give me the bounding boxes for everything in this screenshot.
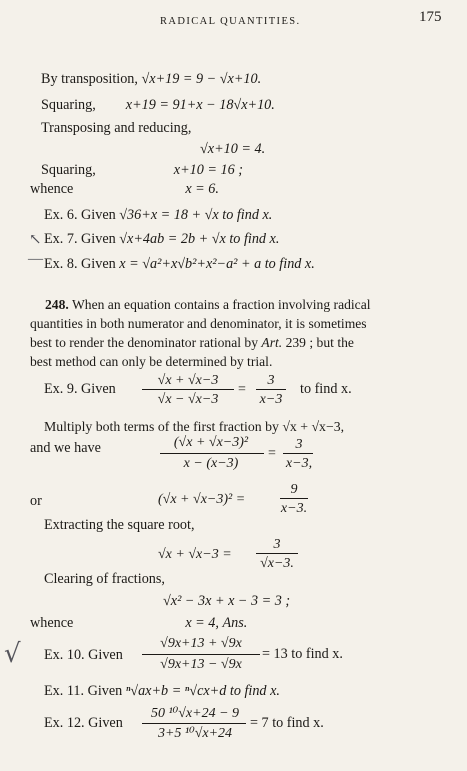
exercise-6: Ex. 6. Given √36+x = 18 + √x to find x. xyxy=(44,207,273,223)
extract-rhs-denominator: √x−3. xyxy=(260,556,294,571)
whence-2: whence x = 4, Ans. xyxy=(30,615,248,631)
extracting-line: Extracting the square root, xyxy=(44,517,195,533)
ex12-numerator: 50 ¹⁰√x+24 − 9 xyxy=(150,706,240,721)
ex12-rhs: = 7 to find x. xyxy=(250,715,324,731)
or-lhs: (√x + √x−3)² = xyxy=(158,492,246,507)
exercise-7: Ex. 7. Given √x+4ab = 2b + √x to find x. xyxy=(44,231,280,247)
exercise-8: Ex. 8. Given x = √a²+x√b²+x²−a² + a to find x. xyxy=(44,256,315,272)
multiply-fraction-bar xyxy=(160,453,264,454)
ex12-lead: Ex. 12. Given xyxy=(44,715,123,731)
ex9-lead: Ex. 9. Given xyxy=(44,381,116,397)
para-248-line3: best to render the denominator rational by Art. 239 ; but the xyxy=(30,335,354,350)
ex10-fraction-bar xyxy=(142,654,260,655)
ex9-denominator: √x − √x−3 xyxy=(157,392,219,407)
extract-rhs-numerator: 3 xyxy=(273,537,281,552)
clearing-line: Clearing of fractions, xyxy=(44,571,165,587)
ex9-numerator: √x + √x−3 xyxy=(157,373,219,388)
multiply-line: Multiply both terms of the first fraction by √x + √x−3, xyxy=(44,419,345,434)
multiply-equals: = xyxy=(268,446,276,461)
ex10-rhs: = 13 to find x. xyxy=(262,646,343,662)
or-rhs-numerator: 9 xyxy=(290,482,298,497)
line-squaring-2: Squaring, x+10 = 16 ; xyxy=(41,162,243,178)
para-248-line4: best method can only be determined by trial. xyxy=(30,354,273,369)
or-rhs-bar xyxy=(280,498,308,499)
line-squaring-1: Squaring, x+19 = 91+x − 18√x+10. xyxy=(41,97,275,113)
page-number: 175 xyxy=(419,9,442,25)
multiply-rhs-numerator: 3 xyxy=(295,437,303,452)
multiply-rhs-denominator: x−3, xyxy=(285,456,313,471)
para-248-line2: quantities in both numerator and denominator, it is sometimes xyxy=(30,316,367,331)
ex10-denominator: √9x+13 − √9x xyxy=(160,657,242,672)
extract-lhs: √x + √x−3 = xyxy=(158,547,232,562)
clearing-equation: √x² − 3x + x − 3 = 3 ; xyxy=(163,593,291,609)
line-sqrt-x10: √x+10 = 4. xyxy=(200,141,266,157)
ex9-equals: = xyxy=(238,382,246,397)
ex9-tail: to find x. xyxy=(300,381,352,397)
or-rhs-denominator: x−3. xyxy=(280,501,308,516)
margin-check-mark: √ xyxy=(4,639,21,669)
exercise-11: Ex. 11. Given ⁿ√ax+b = ⁿ√cx+d to find x. xyxy=(44,683,280,699)
line-transposing: Transposing and reducing, xyxy=(41,120,192,136)
or-lead: or xyxy=(30,493,42,509)
multiply-lead: and we have xyxy=(30,440,101,456)
ex9-rhs-bar xyxy=(256,389,286,390)
running-title: RADICAL QUANTITIES. xyxy=(160,16,301,27)
multiply-rhs-bar xyxy=(283,453,313,454)
para-248-line1: 248. When an equation contains a fraction involving radical xyxy=(45,297,371,312)
ex12-fraction-bar xyxy=(142,723,246,724)
line-transposition: By transposition, √x+19 = 9 − √x+10. xyxy=(41,71,262,87)
ex10-lead: Ex. 10. Given xyxy=(44,647,123,663)
extract-rhs-bar xyxy=(256,553,298,554)
line-whence-1: whence x = 6. xyxy=(30,181,219,197)
margin-dash-mark: — xyxy=(28,251,43,267)
multiply-numerator: (√x + √x−3)² xyxy=(173,435,249,450)
ex9-rhs-numerator: 3 xyxy=(267,373,275,388)
ex12-denominator: 3+5 ¹⁰√x+24 xyxy=(157,726,233,741)
ex10-numerator: √9x+13 + √9x xyxy=(160,636,242,651)
ex9-rhs-denominator: x−3 xyxy=(259,392,283,407)
margin-arrow-mark: ↖ xyxy=(29,232,42,248)
ex9-fraction-bar xyxy=(142,389,234,390)
multiply-denominator: x − (x−3) xyxy=(183,456,239,471)
